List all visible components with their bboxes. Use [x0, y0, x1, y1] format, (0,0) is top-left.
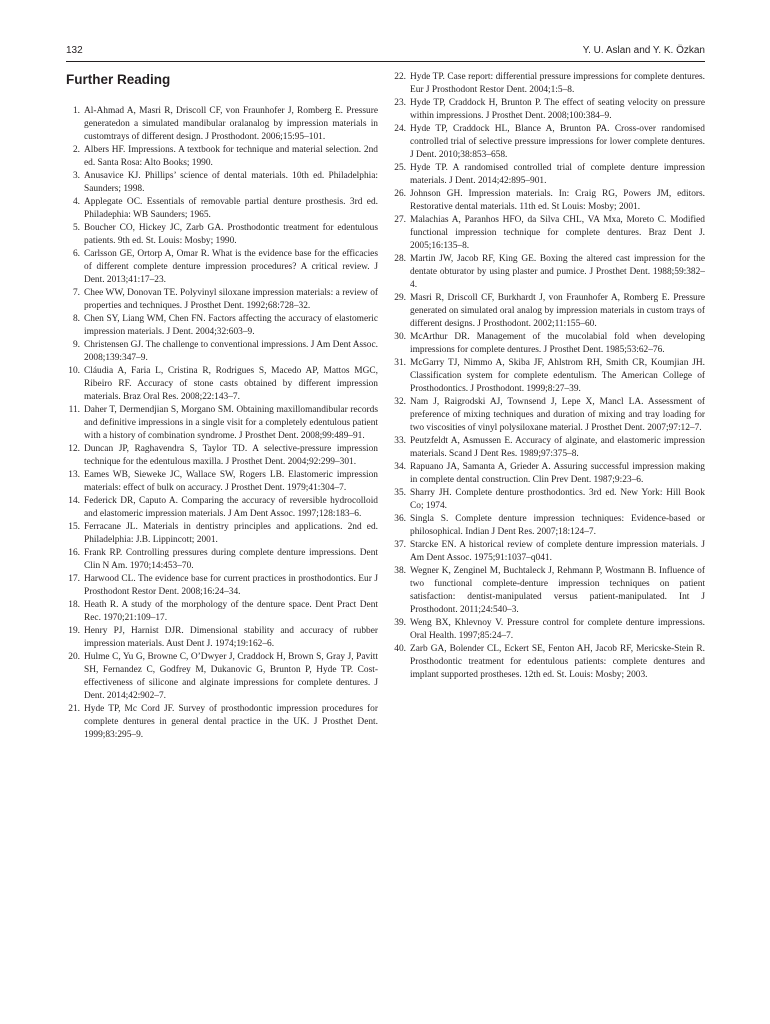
reference-item: [66, 404, 378, 443]
reference-text: Daher T, Dermendjian S, Morgano SM. Obtaining maxillomandibular records and definitive impressions in a single visit for a completely edentulous patient with a history of combination syndrome. J Prosthet Dent. 2008;99:489–91.: [84, 405, 378, 441]
reference-number: 19.: [68, 626, 80, 636]
running-head: Y. U. Aslan and Y. K. Özkan: [582, 45, 705, 56]
reference-item: [66, 365, 378, 404]
reference-item: [392, 513, 705, 539]
reference-item: [66, 105, 378, 144]
reference-text: Cláudia A, Faria L, Cristina R, Rodrigues S, Macedo AP, Mattos MGC, Ribeiro RF. Accuracy of stone casts obtained by different impression materials. Braz Oral Res. 2008;22:143–7.: [84, 366, 378, 402]
reference-text: Malachias A, Paranhos HFO, da Silva CHL, VA Mxa, Moreto C. Modified functional impression technique for complete dentures. Braz Dent J. 2005;16:135–8.: [410, 215, 705, 251]
reference-number: 9.: [72, 340, 80, 350]
reference-item: [66, 469, 378, 495]
reference-text: Heath R. A study of the morphology of the denture space. Dent Pract Dent Rec. 1970;21:109–17.: [84, 600, 378, 623]
reference-text: Henry PJ, Harnist DJR. Dimensional stability and accuracy of rubber impression materials. Aust Dent J. 1974;19:162–6.: [84, 626, 378, 649]
reference-item: [392, 396, 705, 435]
reference-number: 32.: [394, 397, 406, 407]
reference-item: [66, 287, 378, 313]
reference-text: Hyde TP, Craddock H, Brunton P. The effect of seating velocity on pressure within impressions. J Prosthet Dent. 2008;100:384–9.: [410, 98, 705, 121]
reference-text: Federick DR, Caputo A. Comparing the accuracy of reversible hydrocolloid and elastomeric impression materials. J Am Dent Assoc. 1997;128:183–6.: [84, 496, 378, 519]
reference-item: [66, 196, 378, 222]
references-column-right: [392, 71, 705, 682]
reference-number: 15.: [68, 522, 80, 532]
reference-number: 26.: [394, 189, 406, 199]
reference-text: Hulme C, Yu G, Browne C, O’Dwyer J, Craddock H, Brown S, Gray J, Pavitt SH, Fernandez C, Godfrey M, Dukanovic G, Brunton P, Hyde TP. Cost-effectiveness of silicone and alginate impressions for complete dentures. J Dent. 2014;42:902–7.: [84, 652, 378, 701]
reference-number: 27.: [394, 215, 406, 225]
reference-item: [392, 214, 705, 253]
reference-item: [392, 643, 705, 682]
reference-item: [392, 617, 705, 643]
section-title: Further Reading: [66, 72, 171, 87]
reference-number: 6.: [72, 249, 80, 259]
reference-number: 17.: [68, 574, 80, 584]
reference-text: Applegate OC. Essentials of removable partial denture prosthesis. 3rd ed. Philadephia: WB Saunders; 1965.: [84, 197, 378, 220]
reference-item: [392, 357, 705, 396]
reference-number: 28.: [394, 254, 406, 264]
reference-number: 35.: [394, 488, 406, 498]
reference-number: 29.: [394, 293, 406, 303]
reference-item: [66, 339, 378, 365]
reference-number: 1.: [72, 106, 80, 116]
reference-item: [392, 435, 705, 461]
references-column-left: [66, 105, 378, 742]
reference-item: [392, 71, 705, 97]
reference-number: 16.: [68, 548, 80, 558]
reference-number: 33.: [394, 436, 406, 446]
reference-item: [392, 253, 705, 292]
reference-text: Johnson GH. Impression materials. In: Craig RG, Powers JM, editors. Restorative dental materials. 11th ed. St Louis: Mosby; 2001.: [410, 189, 705, 212]
reference-item: [392, 123, 705, 162]
reference-text: Chen SY, Liang WM, Chen FN. Factors affecting the accuracy of elastomeric impression materials. J Dent. 2004;32:603–9.: [84, 314, 378, 337]
reference-text: Eames WB, Sieweke JC, Wallace SW, Rogers LB. Elastomeric impression materials: effect of bulk on accuracy. J Prosthet Dent. 1979;41:304–7.: [84, 470, 378, 493]
reference-item: [66, 313, 378, 339]
reference-text: Boucher CO, Hickey JC, Zarb GA. Prosthodontic treatment for edentulous patients. 9th ed. St. Louis: Mosby; 1990.: [84, 223, 378, 246]
reference-text: Weng BX, Khlevnoy V. Pressure control for complete denture impressions. Oral Health. 1997;85:24–7.: [410, 618, 705, 641]
reference-item: [66, 599, 378, 625]
reference-item: [66, 222, 378, 248]
reference-text: Albers HF. Impressions. A textbook for technique and material selection. 2nd ed. Santa Rosa: Alto Books; 1990.: [84, 145, 378, 168]
reference-text: Singla S. Complete denture impression techniques: Evidence-based or philosophical. Indian J Dent Res. 2007;18:124–7.: [410, 514, 705, 537]
reference-number: 3.: [72, 171, 80, 181]
reference-item: [392, 97, 705, 123]
reference-text: Harwood CL. The evidence base for current practices in prosthodontics. Eur J Prosthodont Restor Dent. 2008;16:24–34.: [84, 574, 378, 597]
reference-text: Christensen GJ. The challenge to conventional impressions. J Am Dent Assoc. 2008;139:347–9.: [84, 340, 378, 363]
reference-text: Chee WW, Donovan TE. Polyvinyl siloxane impression materials: a review of properties and techniques. J Prosthet Dent. 1992;68:728–32.: [84, 288, 378, 311]
reference-number: 24.: [394, 124, 406, 134]
reference-text: McGarry TJ, Nimmo A, Skiba JF, Ahlstrom RH, Smith CR, Koumjian JH. Classification system for complete edentulism. The American College of Prosthodontics. J Prosthodont. 1999;8:27–39.: [410, 358, 705, 394]
reference-text: Frank RP. Controlling pressures during complete denture impressions. Dent Clin N Am. 1970;14:453–70.: [84, 548, 378, 571]
reference-number: 39.: [394, 618, 406, 628]
reference-item: [392, 331, 705, 357]
reference-item: [66, 144, 378, 170]
reference-text: Rapuano JA, Samanta A, Grieder A. Assuring successful impression making in complete dental construction. Clin Prev Dent. 1987;9:23–6.: [410, 462, 705, 485]
reference-text: Wegner K, Zenginel M, Buchtaleck J, Rehmann P, Wostmann B. Influence of two functional complete-denture impression techniques on patient satisfaction: dentist-manipulated versus patient-manipulated. Int J Prosthodont. 2011;24:540–3.: [410, 566, 705, 615]
page-number: 132: [66, 45, 83, 56]
reference-number: 11.: [68, 405, 80, 415]
reference-text: Hyde TP, Mc Cord JF. Survey of prosthodontic impression procedures for complete dentures in general dental practice in the UK. J Prosthet Dent. 1999;83:295–9.: [84, 704, 378, 740]
reference-number: 25.: [394, 163, 406, 173]
reference-number: 4.: [72, 197, 80, 207]
reference-item: [66, 703, 378, 742]
reference-text: Martin JW, Jacob RF, King GE. Boxing the altered cast impression for the dentate obturator by using plaster and pumice. J Prosthet Dent. 1988;59:382–4.: [410, 254, 705, 290]
reference-number: 37.: [394, 540, 406, 550]
reference-text: Masri R, Driscoll CF, Burkhardt J, von Fraunhofer A, Romberg E. Pressure generated on simulated oral analog by impression materials in custom trays of different designs. J Prosthodont. 2002;11:155–60.: [410, 293, 705, 329]
reference-item: [392, 188, 705, 214]
reference-item: [66, 521, 378, 547]
reference-text: Al-Ahmad A, Masri R, Driscoll CF, von Fraunhofer J, Romberg E. Pressure generatedon a simulated mandibular oralanalog by impression materials in customtrays of different design. J Prosthodont. 2006;15:95–101.: [84, 106, 378, 142]
reference-number: 31.: [394, 358, 406, 368]
reference-item: [66, 248, 378, 287]
reference-text: Carlsson GE, Ortorp A, Omar R. What is the evidence base for the efficacies of different complete denture impression procedures? A critical review. J Dent. 2013;41:17–23.: [84, 249, 378, 285]
reference-number: 18.: [68, 600, 80, 610]
reference-text: Zarb GA, Bolender CL, Eckert SE, Fenton AH, Jacob RF, Mericske-Stein R. Prosthodontic treatment for edentulous patients: complete dentures and implant supported prostheses. 12th ed. St. Louis: Mosby; 2003.: [410, 644, 705, 680]
reference-item: [66, 625, 378, 651]
reference-number: 21.: [68, 704, 80, 714]
reference-number: 14.: [68, 496, 80, 506]
page-header: [66, 43, 705, 59]
reference-item: [66, 547, 378, 573]
reference-text: Duncan JP, Raghavendra S, Taylor TD. A selective-pressure impression technique for the edentulous maxilla. J Prosthet Dent. 2004;92:299–301.: [84, 444, 378, 467]
header-rule: [66, 61, 705, 62]
reference-number: 22.: [394, 72, 406, 82]
reference-text: Hyde TP, Craddock HL, Blance A, Brunton PA. Cross-over randomised controlled trial of selective pressure impressions for lower complete dentures. J Dent. 2010;38:853–658.: [410, 124, 705, 160]
reference-item: [392, 162, 705, 188]
reference-number: 12.: [68, 444, 80, 454]
reference-number: 34.: [394, 462, 406, 472]
reference-text: Anusavice KJ. Phillips’ science of dental materials. 10th ed. Philadelphia: Saunders; 1998.: [84, 171, 378, 194]
reference-text: McArthur DR. Management of the mucolabial fold when developing impressions for complete dentures. J Prosthet Dent. 1985;53:62–76.: [410, 332, 705, 355]
reference-number: 30.: [394, 332, 406, 342]
reference-number: 13.: [68, 470, 80, 480]
reference-text: Nam J, Raigrodski AJ, Townsend J, Lepe X, Mancl LA. Assessment of preference of mixing techniques and duration of mixing and tray loading for two viscosities of vinyl polysiloxane material. J Prosthet Dent. 2007;97:12–7.: [410, 397, 705, 433]
reference-text: Starcke EN. A historical review of complete denture impression materials. J Am Dent Assoc. 1975;91:1037–q041.: [410, 540, 705, 563]
reference-item: [392, 539, 705, 565]
reference-number: 23.: [394, 98, 406, 108]
reference-text: Sharry JH. Complete denture prosthodontics. 3rd ed. New York: Hill Book Co; 1974.: [410, 488, 705, 511]
reference-item: [66, 495, 378, 521]
reference-item: [66, 651, 378, 703]
reference-number: 10.: [68, 366, 80, 376]
reference-item: [392, 487, 705, 513]
reference-number: 2.: [72, 145, 80, 155]
reference-item: [392, 565, 705, 617]
reference-number: 8.: [72, 314, 80, 324]
reference-number: 7.: [72, 288, 80, 298]
reference-text: Ferracane JL. Materials in dentistry principles and applications. 2nd ed. Philadelphia: J.B. Lippincott; 2001.: [84, 522, 378, 545]
reference-item: [66, 170, 378, 196]
reference-text: Hyde TP. A randomised controlled trial of complete denture impression materials. J Dent. 2014;42:895–901.: [410, 163, 705, 186]
reference-number: 38.: [394, 566, 406, 576]
reference-item: [392, 461, 705, 487]
reference-number: 20.: [68, 652, 80, 662]
reference-text: Hyde TP. Case report: differential pressure impressions for complete dentures. Eur J Prosthodont Restor Dent. 2004;1:5–8.: [410, 72, 705, 95]
reference-item: [392, 292, 705, 331]
reference-number: 5.: [72, 223, 80, 233]
reference-number: 36.: [394, 514, 406, 524]
reference-text: Peutzfeldt A, Asmussen E. Accuracy of alginate, and elastomeric impression materials. Scand J Dent Res. 1989;97:375–8.: [410, 436, 705, 459]
reference-item: [66, 443, 378, 469]
reference-number: 40.: [394, 644, 406, 654]
reference-item: [66, 573, 378, 599]
